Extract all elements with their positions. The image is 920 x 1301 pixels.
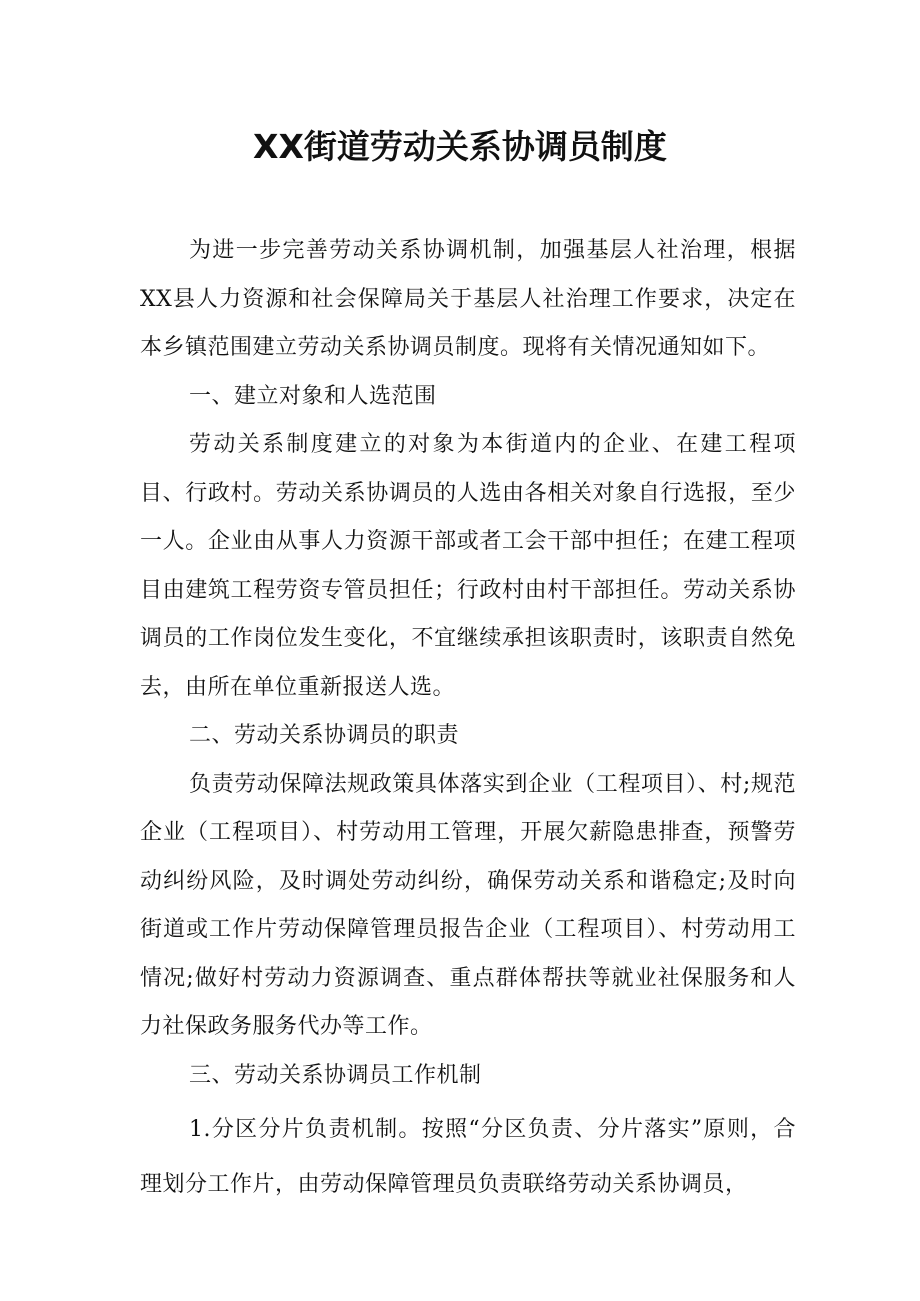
intro-paragraph: 为进一步完善劳动关系协调机制，加强基层人社治理，根据XX县人力资源和社会保障局关于基层人社治理工作要求，决定在本乡镇范围建立劳动关系协调员制度。现将有关情况通知如下。 [140, 238, 796, 360]
section-2-paragraph: 负责劳动保障法规政策具体落实到企业（工程项目）、村;规范企业（工程项目）、村劳动用工管理，开展欠薪隐患排查，预警劳动纠纷风险，及时调处劳动纠纷，确保劳动关系和谐稳定;及时向街道或工作片劳动保障管理员报告企业（工程项目）、村劳动用工情况;做好村劳动力资源调查、重点群体帮扶等就业社保服务和人力社保政务服务代办等工作。 [140, 771, 796, 1039]
section-3-heading: 三、劳动关系协调员工作机制 [189, 1062, 482, 1088]
section-1-heading: 一、建立对象和人选范围 [189, 383, 437, 409]
document-body [140, 227, 796, 1212]
section-3-item-1: 1.分区分片负责机制。按照“分区负责、分片落实”原则，合理划分工作片，由劳动保障管理员负责联络劳动关系协调员， [140, 1117, 796, 1197]
section-2-heading: 二、劳动关系协调员的职责 [189, 723, 460, 748]
section-1-paragraph: 劳动关系制度建立的对象为本街道内的企业、在建工程项目、行政村。劳动关系协调员的人选由各相关对象自行选报，至少一人。企业由从事人力资源干部或者工会干部中担任；在建工程项目由建筑工程劳资专管员担任；行政村由村干部担任。劳动关系协调员的工作岗位发生变化，不宜继续承担该职责时，该职责自然免去，由所在单位重新报送人选。 [140, 432, 796, 700]
document-title: XX街道劳动关系协调员制度 [253, 127, 667, 166]
